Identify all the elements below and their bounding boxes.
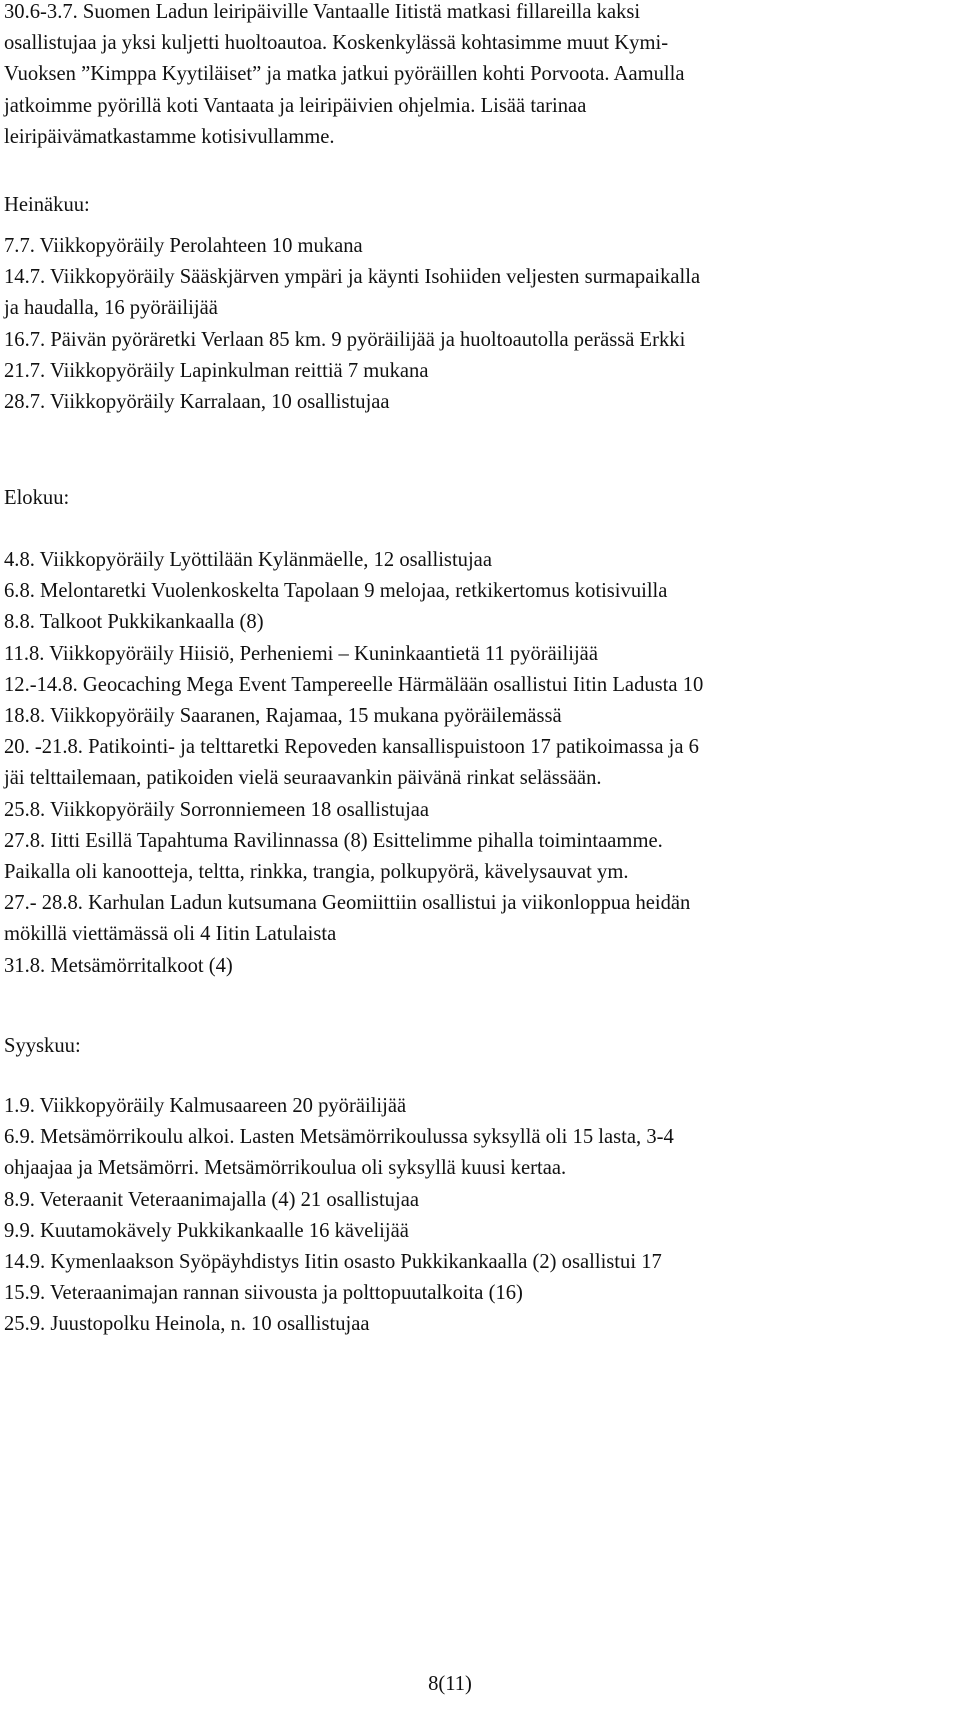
list-item: 14.7. Viikkopyöräily Sääskjärven ympäri ja käynti Isohiiden veljesten surmapaikalla ja haudalla, 16 pyöräilijää — [4, 266, 701, 320]
list-item: 25.9. Juustopolku Heinola, n. 10 osallistujaa — [4, 1313, 370, 1336]
list-item: 15.9. Veteraanimajan rannan siivousta ja polttopuutalkoita (16) — [4, 1282, 523, 1305]
section-entries-syyskuu — [4, 1091, 674, 1341]
list-item: 1.9. Viikkopyöräily Kalmusaareen 20 pyöräilijää — [4, 1095, 407, 1117]
list-item: 8.9. Veteraanit Veteraanimajalla (4) 21 osallistujaa — [4, 1188, 419, 1211]
section-heading-syyskuu: Syyskuu: — [4, 1035, 81, 1057]
intro-line: osallistujaa ja yksi kuljetti huoltoautoa. Koskenkylässä kohtasimme muut Kymi- — [4, 32, 669, 55]
list-item: 16.7. Päivän pyöräretki Verlaan 85 km. 9 pyöräilijää ja huoltoautolla perässä Erkki — [4, 328, 686, 351]
list-item: 7.7. Viikkopyöräily Perolahteen 10 mukana — [4, 235, 363, 257]
section-entries-elokuu — [4, 545, 703, 982]
list-item: 11.8. Viikkopyöräily Hiisiö, Perheniemi – Kuninkaantietä 11 pyöräilijää — [4, 642, 598, 665]
page-number: 8(11) — [428, 1673, 472, 1695]
list-item: 8.8. Talkoot Pukkikankaalla (8) — [4, 611, 264, 634]
intro-line: 30.6-3.7. Suomen Ladun leiripäiville Vantaalle Iitistä matkasi fillareilla kaksi — [4, 1, 641, 23]
list-item: 9.9. Kuutamokävely Pukkikankaalle 16 kävelijää — [4, 1219, 409, 1242]
list-item: 14.9. Kymenlaakson Syöpäyhdistys Iitin osasto Pukkikankaalla (2) osallistui 17 — [4, 1251, 662, 1274]
list-item: 20. -21.8. Patikointi- ja telttaretki Repoveden kansallispuistoon 17 patikoimassa ja 6 jäi telttailemaan, patikoiden vielä seuraavankin päivänä rinkat selässään. — [4, 736, 699, 790]
section-heading-elokuu: Elokuu: — [4, 487, 70, 509]
list-item: 6.8. Melontaretki Vuolenkoskelta Tapolaan 9 melojaa, retkikertomus kotisivuilla — [4, 580, 668, 603]
list-item: 21.7. Viikkopyöräily Lapinkulman reittiä 7 mukana — [4, 359, 429, 382]
list-item: 31.8. Metsämörritalkoot (4) — [4, 954, 233, 977]
list-item: 6.9. Metsämörrikoulu alkoi. Lasten Metsämörrikoulussa syksyllä oli 15 lasta, 3-4 ohjaajaa ja Metsämörri. Metsämörrikoulua oli syksyllä kuusi kertaa. — [4, 1126, 674, 1180]
intro-line: jatkoimme pyörillä koti Vantaata ja leiripäivien ohjelmia. Lisää tarinaa — [4, 94, 587, 117]
list-item: 4.8. Viikkopyöräily Lyöttilään Kylänmäelle, 12 osallistujaa — [4, 549, 492, 571]
list-item: 12.-14.8. Geocaching Mega Event Tampereelle Härmälään osallistui Iitin Ladusta 10 — [4, 673, 704, 696]
list-item: 27.- 28.8. Karhulan Ladun kutsumana Geomiittiin osallistui ja viikonloppua heidän mökillä viettämässä oli 4 Iitin Latulaista — [4, 892, 691, 946]
list-item: 28.7. Viikkopyöräily Karralaan, 10 osallistujaa — [4, 391, 390, 414]
list-item: 25.8. Viikkopyöräily Sorronniemeen 18 osallistujaa — [4, 798, 430, 821]
list-item: 27.8. Iitti Esillä Tapahtuma Ravilinnassa (8) Esittelimme pihalla toimintaamme. Paikalla oli kanootteja, teltta, rinkka, trangia, polkupyörä, kävelysauvat ym. — [4, 829, 663, 884]
section-entries-heinakuu — [4, 231, 700, 418]
intro-line: Vuoksen ”Kimppa Kyytiläiset” ja matka jatkui pyöräillen kohti Porvoota. Aamulla — [4, 63, 685, 86]
intro-line: leiripäivämatkastamme kotisivullamme. — [4, 125, 335, 148]
list-item: 18.8. Viikkopyöräily Saaranen, Rajamaa, 15 mukana pyöräilemässä — [4, 705, 562, 728]
intro-paragraph — [4, 0, 685, 153]
section-heading-heinakuu: Heinäkuu: — [4, 194, 90, 216]
